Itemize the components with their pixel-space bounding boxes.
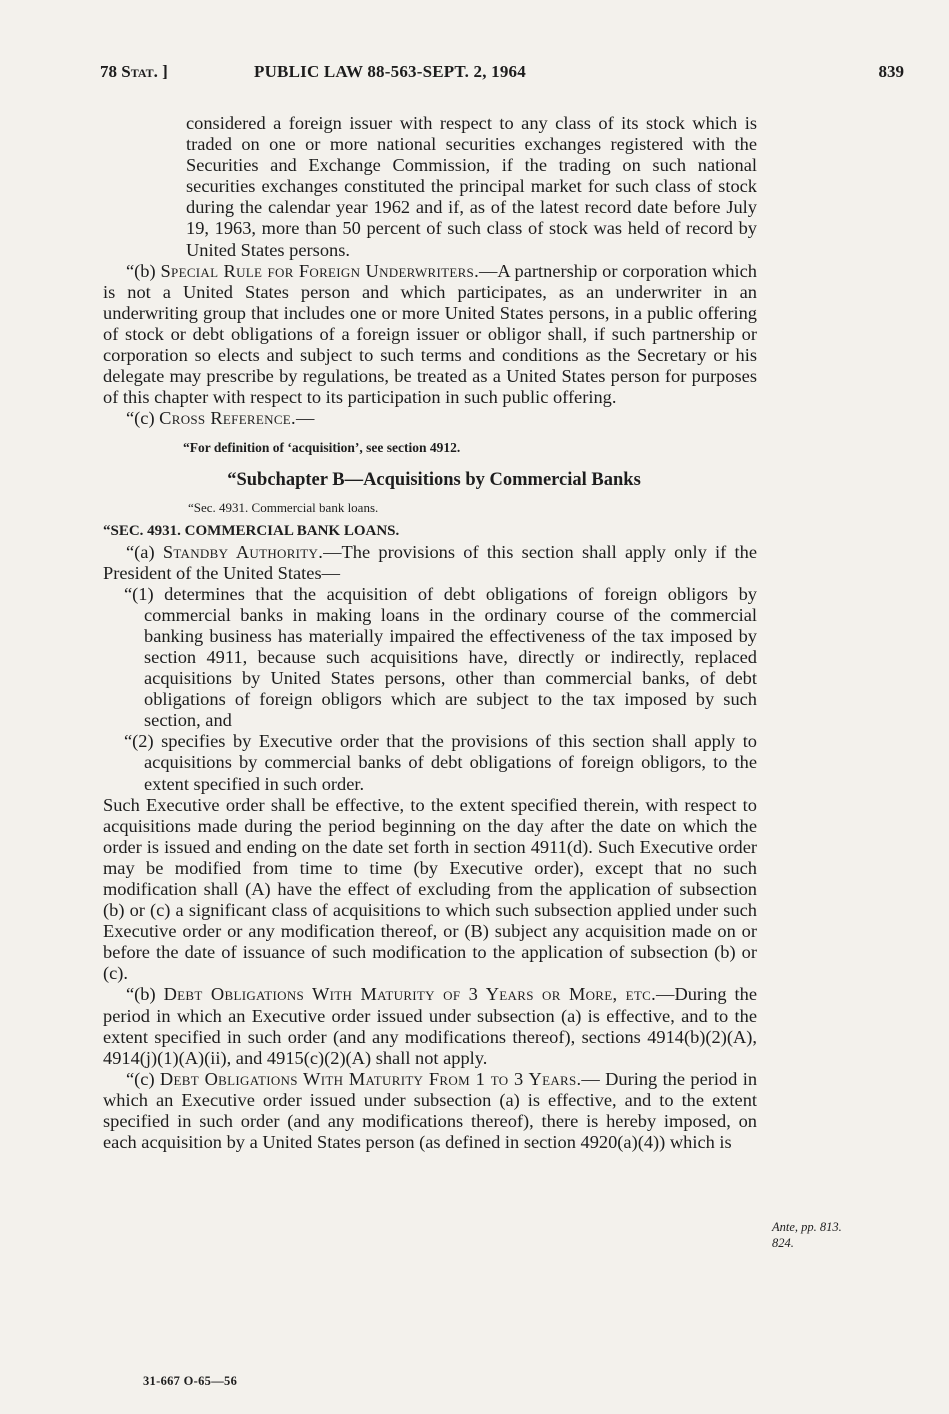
paragraph-clause-2: “(2) specifies by Executive order that the provisions of this section shall apply to acquisitions by commercial banks of debt obligations of foreign obligors, to the extent specified in such order. [124,731,757,794]
page-number: 839 [878,62,904,81]
section-heading: “SEC. 4931. COMMERCIAL BANK LOANS. [103,522,400,539]
paragraph-special-rule [103,261,757,409]
paragraph-clause-1: “(1) determines that the acquisition of debt obligations of foreign obligors by commercial banks in making loans in the ordinary course of the commercial banking business has materially impaired the effectiveness of the tax imposed by section 4911, because such acquisitions have, directly or indirectly, replaced acquisitions by United States persons, other than commercial banks, of debt obligations of foreign obligors which are subject to the tax imposed by such section, and [124,583,757,731]
paragraph-standby-authority [103,542,757,584]
paragraph-lead: “(c) [126,1068,160,1089]
header-volume-number: 78 [100,62,117,81]
margin-citation-line: Ante, pp. 813. [772,1220,842,1234]
paragraph-heading: Cross Reference. [159,408,296,429]
paragraph-executive-order: Such Executive order shall be effective, to the extent specified therein, with respect to acquisitions made during the period beginning on the day after the date on which the order is issued and ending on the date set forth in section 4911(d). Such Executive order may be modified from time to time (by Executive order), except that no such modification shall (A) have the effect of excluding from the application of subsection (b) or (c) a significant class of acquisitions to which such subsection applied under such Executive order or any modification thereof, or (B) subject any acquisition made on or before the date of issuance of such modification to the application of subsection (b) or (c). [103,794,757,984]
header-stat-label: Stat. [121,62,158,81]
header-bracket: ] [162,62,168,81]
header-volume [100,62,168,82]
paragraph-text: —During the period in which an Executive order issued under subsection (a) is effective, and to the extent specified in such order (and any modifications thereof), sections 4914(b)(2)(A), 4914(j)(1)(A)(ii), and 4915(c)(2)(A) shall not apply. [103,984,757,1068]
paragraph-lead: “(b) [126,984,164,1005]
paragraph-text: —A partnership or corporation which is not a United States person and which participates, as an underwriter in an underwriting group that includes one or more United States persons, in a public offering of stock or debt obligations of a foreign issuer or obligor shall, if such partnership or corporation so elects and subject to such terms and conditions as the Secretary or his delegate may prescribe by regulations, be treated as a United States person for purposes of this chapter with respect to its participation in such public offering. [103,260,758,408]
paragraph-lead: “(c) [126,408,160,429]
header-title: PUBLIC LAW 88-563-SEPT. 2, 1964 [254,62,526,81]
document-body [103,113,757,1153]
paragraph-maturity-3-years [103,984,757,1068]
cross-reference-note: “For definition of ‘acquisition’, see section 4912. [183,440,461,456]
paragraph-heading: Debt Obligations With Maturity of 3 Years or More, etc. [163,984,657,1005]
table-of-contents-entry: “Sec. 4931. Commercial bank loans. [188,499,379,515]
paragraph-lead: “(a) [126,541,163,562]
paragraph-text: — [295,408,315,429]
margin-citation-line: 824. [772,1236,794,1250]
margin-citation [772,1219,902,1251]
paragraph-continuation: considered a foreign issuer with respect to any class of its stock which is traded on one or more national securities exchanges registered with the Securities and Exchange Commission, if the trading on such national securities exchanges constituted the principal market for such class of stock during the calendar year 1962 and if, as of the latest record date before July 19, 1963, more than 50 percent of such class of stock was held of record by United States persons. [186,113,757,260]
paragraph-cross-reference [103,408,757,429]
paragraph-heading: Special Rule for Foreign Underwriters. [160,260,479,281]
paragraph-maturity-1-to-3-years [103,1069,757,1153]
paragraph-heading: Standby Authority. [162,541,324,562]
paragraph-text: — During the period in which an Executive order issued under subsection (a) is effective, and to the extent specified in such order (and any modifications thereof), there is hereby imposed, on each acquisition by a United States person (as defined in section 4920(a)(4)) which is [103,1068,758,1153]
running-header [100,62,906,86]
paragraph-heading: Debt Obligations With Maturity From 1 to 3 Years. [159,1068,582,1089]
printer-code-footer: 31-667 O-65—56 [143,1374,238,1388]
paragraph-lead: “(b) [126,260,161,281]
subchapter-heading: “Subchapter B—Acquisitions by Commercial Banks [227,470,641,491]
paragraph-text: —The provisions of this section shall apply only if the President of the United States— [103,541,758,583]
